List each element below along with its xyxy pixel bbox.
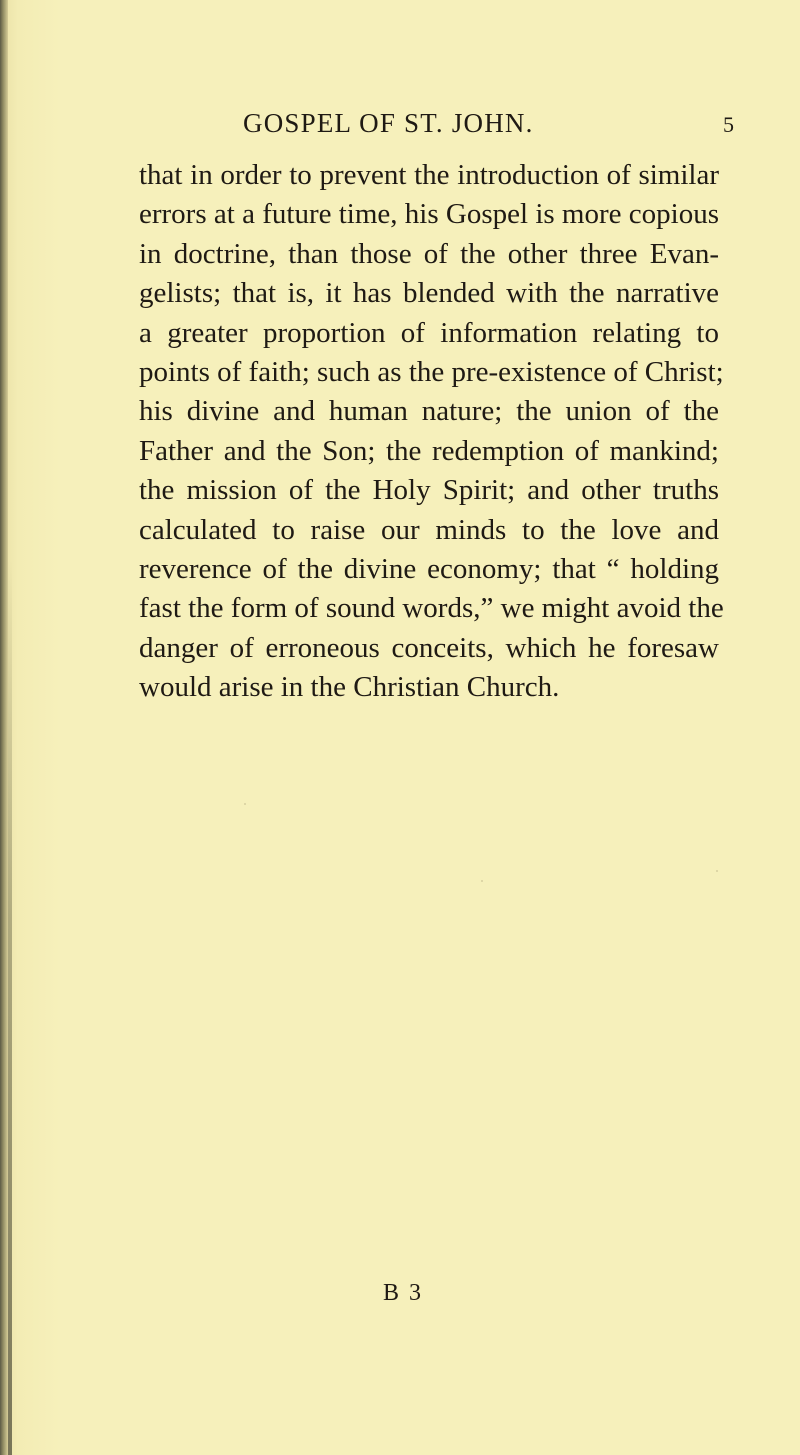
text-line: the mission of the Holy Spirit; and other truths xyxy=(139,474,719,507)
page-gutter xyxy=(0,0,8,1455)
text-line: a greater proportion of information relating to xyxy=(139,316,719,349)
text-line: danger of erroneous conceits, which he foresaw xyxy=(139,631,719,664)
page-number: 5 xyxy=(723,112,734,137)
signature-mark: B 3 xyxy=(383,1280,424,1306)
text-line: that in order to prevent the introduction of similar xyxy=(139,159,719,191)
text-line: in doctrine, than those of the other three Evan- xyxy=(139,237,719,270)
text-line: his divine and human nature; the union of the xyxy=(139,395,719,428)
text-line: fast the form of sound words,” we might avoid the xyxy=(139,592,724,625)
text-line: calculated to raise our minds to the love and xyxy=(139,513,719,546)
running-head xyxy=(139,108,734,148)
body-text xyxy=(139,156,724,707)
paper-speck xyxy=(481,880,483,882)
text-line: reverence of the divine economy; that “ holding xyxy=(139,552,719,585)
text-line: gelists; that is, it has blended with the narrative xyxy=(139,277,719,310)
text-line-last: would arise in the Christian Church. xyxy=(139,671,560,704)
paper-speck xyxy=(716,870,718,872)
text-line: errors at a future time, his Gospel is more copious xyxy=(139,198,719,231)
text-line: Father and the Son; the redemption of mankind; xyxy=(139,434,719,467)
running-title: GOSPEL OF ST. JOHN. xyxy=(243,108,534,138)
paper-speck xyxy=(244,803,246,805)
text-line: points of faith; such as the pre-existence of Christ; xyxy=(139,355,724,388)
gutter-shadow xyxy=(8,560,12,1455)
